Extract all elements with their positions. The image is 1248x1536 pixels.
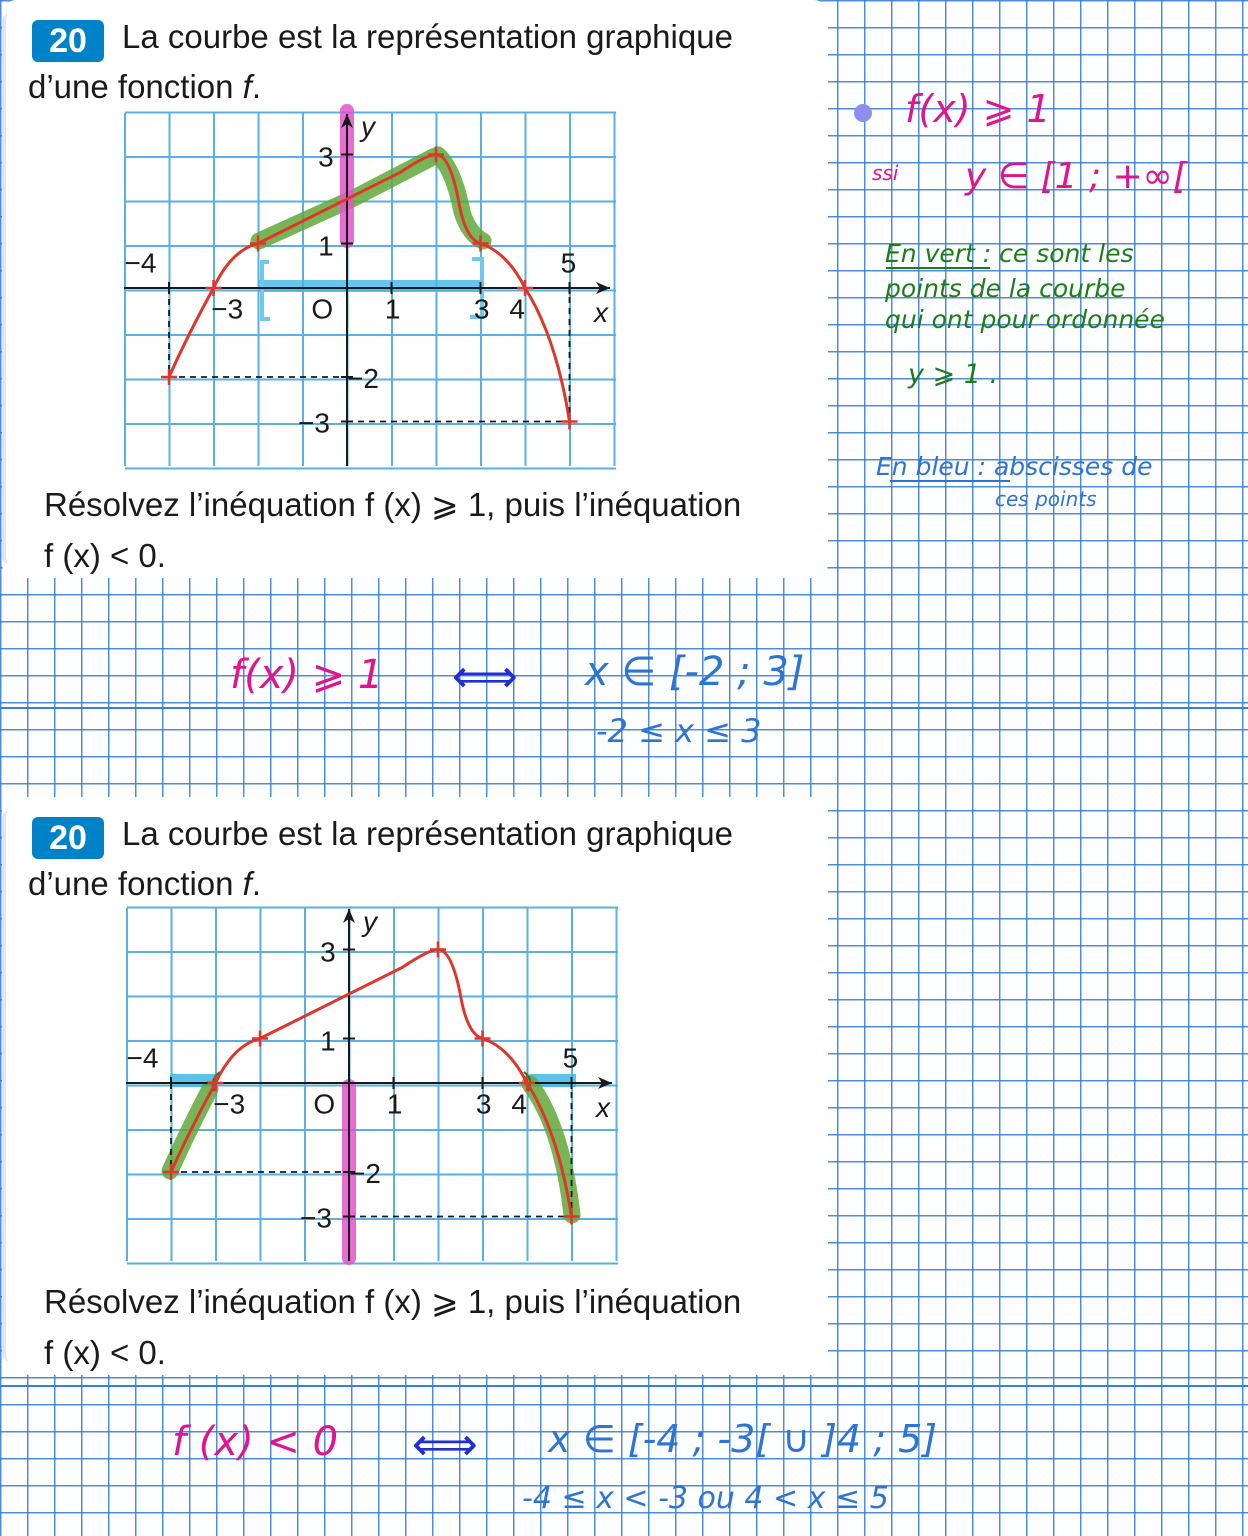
tick-label-y-minus3: −3 [298,407,330,439]
graph-labels [125,111,610,439]
statement-line-1: La courbe est la représentation graphique [122,815,733,852]
question-line-1: Résolvez l’inéquation f (x) ⩾ 1, puis l’inéquation [44,486,742,523]
highlight-blue-interval [259,280,483,292]
exercise-number-badge: 20 [32,20,104,62]
statement-line-1: La courbe est la représentation graphique [122,18,733,55]
key-point-marker [161,369,177,385]
y-axis-label: y [363,906,377,937]
answer2-rhs: x ∈ [-4 ; -3[ ∪ ]4 ; 5] [548,1417,938,1461]
highlight-green-right [530,1084,572,1215]
tick-label-y-minus2: −2 [347,363,379,395]
x-axis-label: x [596,1092,610,1123]
note-green-line-3: qui ont pour ordonnée [885,305,1165,334]
question-line-2: f (x) < 0. [44,537,166,574]
origin-label: O [313,1088,336,1120]
answer1-equivalence-arrow: ⟺ [452,649,518,703]
tick-label-x-5: 5 [562,1042,579,1074]
tick-label-x-4: 4 [509,293,526,325]
question-line-1: Résolvez l’inéquation f (x) ⩾ 1, puis l’inéquation [44,1283,742,1320]
note-ssi: ssi [872,161,899,185]
card-accent-bar [2,811,16,1361]
tick-label-x-3: 3 [475,1088,492,1120]
tick-label-y-1: 1 [318,230,334,262]
y-axis-label: y [361,111,375,142]
tick-label-x-5: 5 [560,247,577,279]
note-y-interval: y ∈ [1 ; +∞[ [965,156,1187,197]
note-green-line-1: En vert : ce sont les [885,239,1134,268]
function-graph-bottom [126,907,618,1261]
key-point-marker [475,1031,491,1047]
statement-text: d’une fonction [28,68,243,105]
key-point-marker [562,414,578,430]
exercise-number-badge: 20 [32,817,104,859]
answer2-rhs-inequality: -4 ≤ x < -3 ou 4 < x ≤ 5 [522,1481,889,1516]
function-name: f [242,865,252,902]
tick-label-x-1: 1 [386,1088,403,1120]
answer1-lhs: f(x) ⩾ 1 [230,652,384,698]
note-blue-line-2: ces points [995,487,1097,511]
question-line-2: f (x) < 0. [44,1334,166,1371]
key-point-marker [430,942,446,958]
tick-label-x-minus3: −3 [211,293,244,325]
tick-label-x-3: 3 [473,293,490,325]
tick-label-x-minus4: −4 [126,1042,159,1074]
answer2-lhs: f (x) < 0 [172,1419,339,1465]
function-graph-top [124,112,616,466]
statement-line-2 [28,865,261,903]
card-accent-bar [2,14,16,564]
tick-label-y-3: 3 [318,141,334,173]
tick-label-x-minus3: −3 [213,1088,246,1120]
statement-period: . [251,865,262,902]
graph-labels [127,906,612,1234]
x-axis-label: x [594,297,608,328]
tick-label-y-1: 1 [320,1025,336,1057]
answer2-equivalence-arrow: ⟺ [412,1417,478,1471]
origin-label: O [311,293,334,325]
statement-period: . [251,68,262,105]
answer1-rhs: x ∈ [-2 ; 3] [585,649,805,695]
bullet-dot [854,104,872,122]
note-green-line-4: y ⩾ 1 . [908,359,999,390]
tick-label-x-1: 1 [384,293,401,325]
tick-label-x-4: 4 [511,1088,528,1120]
statement-line-2 [28,68,261,106]
key-point-marker [252,1031,268,1047]
tick-label-x-minus4: −4 [124,247,157,279]
note-blue-line-1: En bleu : abscisses de [876,452,1153,481]
tick-label-y-minus2: −2 [349,1158,381,1190]
note-green-line-2: points de la courbe [885,274,1126,303]
statement-text: d’une fonction [28,865,243,902]
answer1-rhs-inequality: -2 ≤ x ≤ 3 [596,712,762,750]
tick-label-y-3: 3 [320,936,336,968]
function-name: f [242,68,252,105]
tick-label-y-minus3: −3 [300,1202,332,1234]
note-condition: f(x) ⩾ 1 [905,87,1051,131]
